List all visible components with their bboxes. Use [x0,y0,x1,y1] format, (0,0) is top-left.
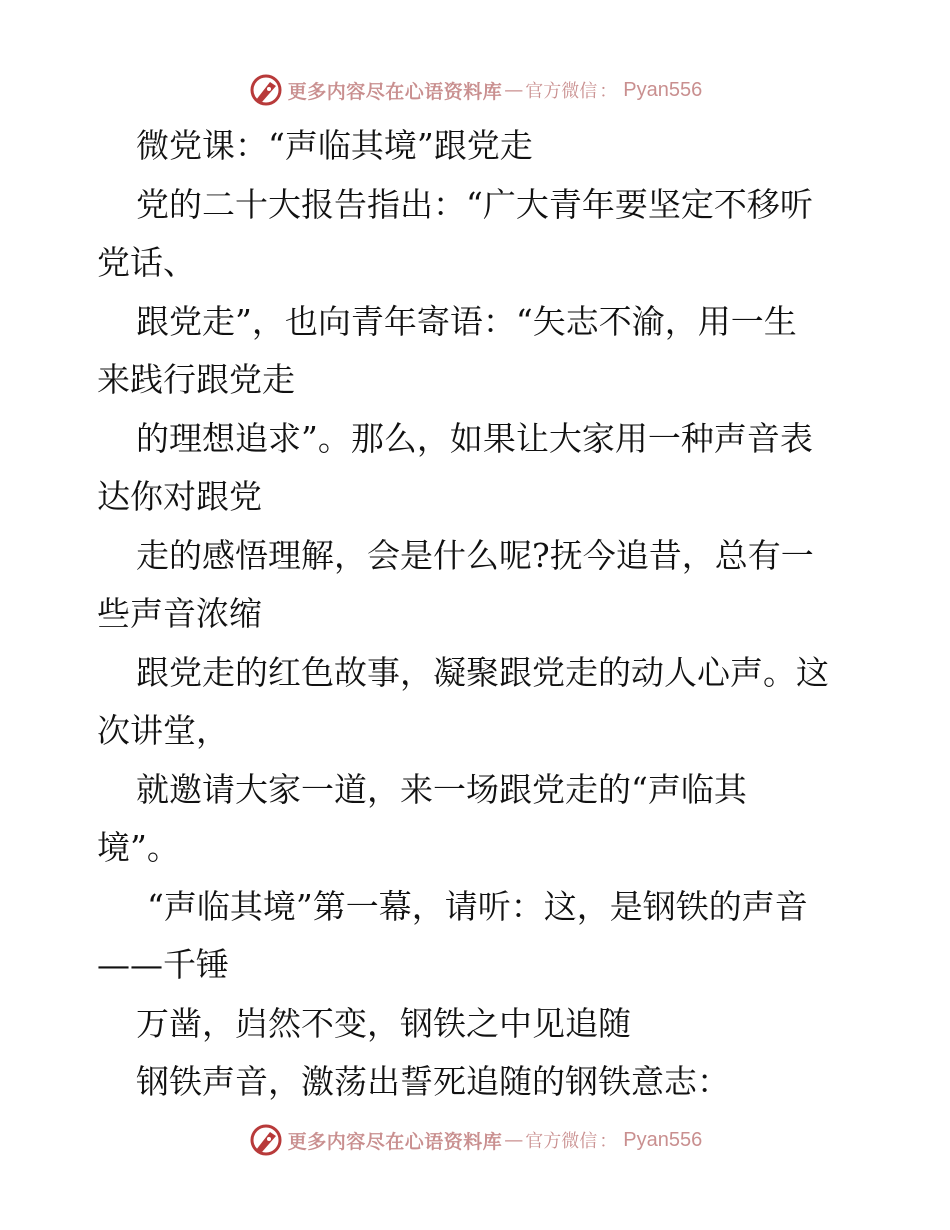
pen-nib-logo-icon [248,72,284,108]
document-body [97,117,857,1112]
banner-wechat-label: 官方微信 [525,1131,598,1152]
banner-colon: ： [599,81,618,102]
paragraph-line: 些声音浓缩 [97,594,262,633]
paragraph-line: 走的感悟理解，会是什么呢?抚今追昔，总有一 [136,535,814,575]
banner-dash: — [504,1129,524,1151]
paragraph-line: 跟党走的红色故事，凝聚跟党走的动人心声。这 [136,652,829,692]
paragraph-line: ——千锤 [97,945,229,984]
banner-wechat-id: Pyan556 [623,1128,703,1151]
paragraph-line: 来践行跟党走 [97,360,295,399]
footer-banner [0,1120,950,1160]
banner-wechat-id: Pyan556 [623,78,703,101]
banner-wechat-label: 官方微信 [525,81,598,102]
paragraph-line: 的理想追求”。那么，如果让大家用一种声音表 [136,418,813,458]
paragraph-line: 万凿，岿然不变，钢铁之中见追随 [136,1003,631,1043]
paragraph-line: 党话、 [97,243,196,282]
paragraph-line: 达你对跟党 [97,477,262,516]
paragraph-line: 境”。 [97,828,180,867]
banner-site-text: 更多内容尽在心语资料库 [287,80,503,103]
paragraph-line: “声临其境”第一幕，请听：这，是钢铁的声音 [147,886,808,926]
paragraph-line: 钢铁声音，激荡出誓死追随的钢铁意志： [136,1062,730,1101]
paragraph-line: 就邀请大家一道，来一场跟党走的“声临其 [136,769,747,809]
banner-dash: — [504,79,524,101]
paragraph-line: 跟党走”，也向青年寄语：“矢志不渝，用一生 [136,301,797,341]
banner-colon: ： [599,1131,618,1152]
pen-nib-logo-icon [248,1122,284,1158]
paragraph-line: 党的二十大报告指出：“广大青年要坚定不移听 [136,184,813,224]
paragraph-line: 次讲堂， [97,711,229,750]
banner-site-text: 更多内容尽在心语资料库 [287,1130,503,1153]
header-banner [0,70,950,110]
document-title: 微党课：“声临其境”跟党走 [136,126,533,165]
